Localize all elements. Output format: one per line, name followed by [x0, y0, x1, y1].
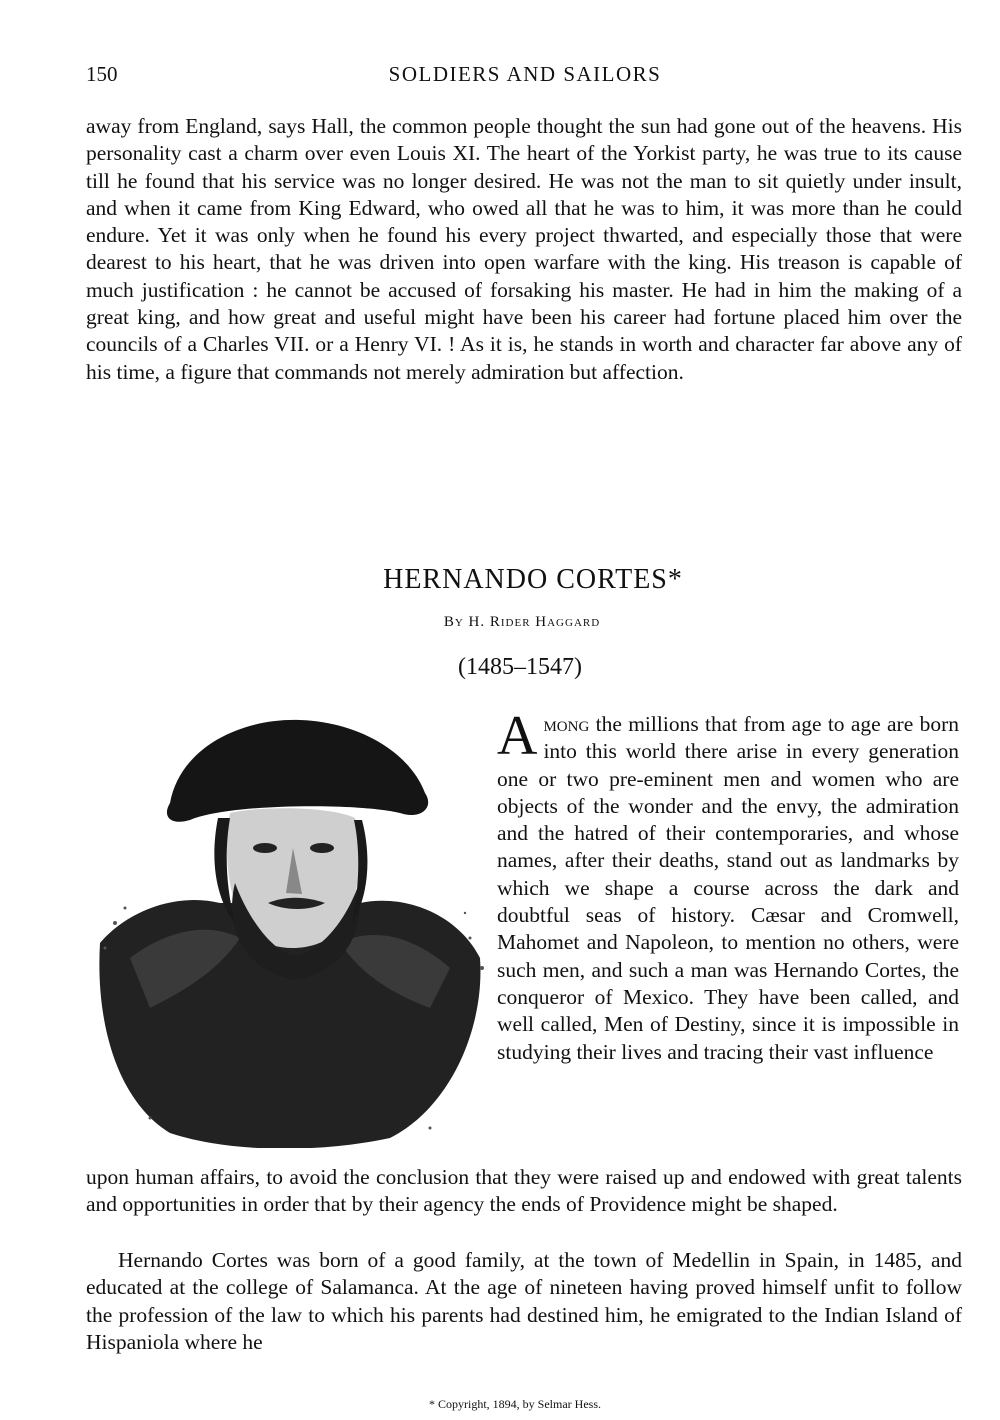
- second-paragraph: Hernando Cortes was born of a good family, at the town of Medellin in Spain, in 1485, and educated at the college of Salamanca. At the age of nineteen having proved himself unfit to follow the profession of the law to which his parents had destined him, he emigrated to the Indian Island of Hispaniola where he: [86, 1248, 962, 1354]
- intro-continuation: upon human affairs, to avoid the conclusion that they were raised up and endowed with great talents and opportunities in order that by their agency the ends of Providence might be shaped.: [86, 1165, 962, 1217]
- byline: By H. Rider Haggard: [443, 614, 601, 630]
- intro-block: [497, 705, 959, 1066]
- intro-text: the millions that from age to age are born into this world there arise in every generation one or two pre-eminent men and women who are objects of the wonder and the envy, the admiration and the hatred of their contemporaries, and whose names, after their deaths, stand out as landmarks by which we shape a course across the dark and doubtful seas of history. Cæsar and Cromwell, Mahomet and Napoleon, to mention no others, were such men, and such a man was Hernando Cortes, the conqueror of Mexico. They have been called, and well called, Men of Destiny, since it is impossible in studying their lives and tracing their vast influence: [497, 712, 959, 1064]
- drop-cap: A: [497, 705, 538, 767]
- intro-paragraph: [497, 705, 959, 1066]
- lead-word: mong: [543, 712, 590, 736]
- article-title: HERNANDO CORTES*: [383, 564, 683, 595]
- page-number: 150: [86, 62, 118, 86]
- portrait-illustration: [90, 708, 490, 1148]
- opening-paragraph: away from England, says Hall, the common people thought the sun had gone out of the heavens. His personality cast a charm over even Louis XI. The heart of the Yorkist party, he was true to its cause till he found that his service was no longer desired. He was not the man to sit quietly under insult, and when it came from King Edward, who owed all that he was to him, it was more than he could endure. Yet it was only when he found his every project thwarted, and especially those that were dearest to his heart, that he was driven into open warfare with the king. His treason is capable of much justification : he cannot be accused of forsaking his master. He had in him the making of a great king, and how great and useful might have been his career had fortune placed him over the councils of a Charles VII. or a Henry VI. ! As it is, he stands in worth and character far above any of his time, a figure that commands not merely admiration but affection.: [86, 114, 962, 384]
- article-dates: (1485–1547): [458, 654, 582, 680]
- footnote: * Copyright, 1894, by Selmar Hess.: [429, 1397, 601, 1411]
- portrait-engraving-icon: [90, 708, 490, 1148]
- running-head: SOLDIERS AND SAILORS: [388, 62, 662, 86]
